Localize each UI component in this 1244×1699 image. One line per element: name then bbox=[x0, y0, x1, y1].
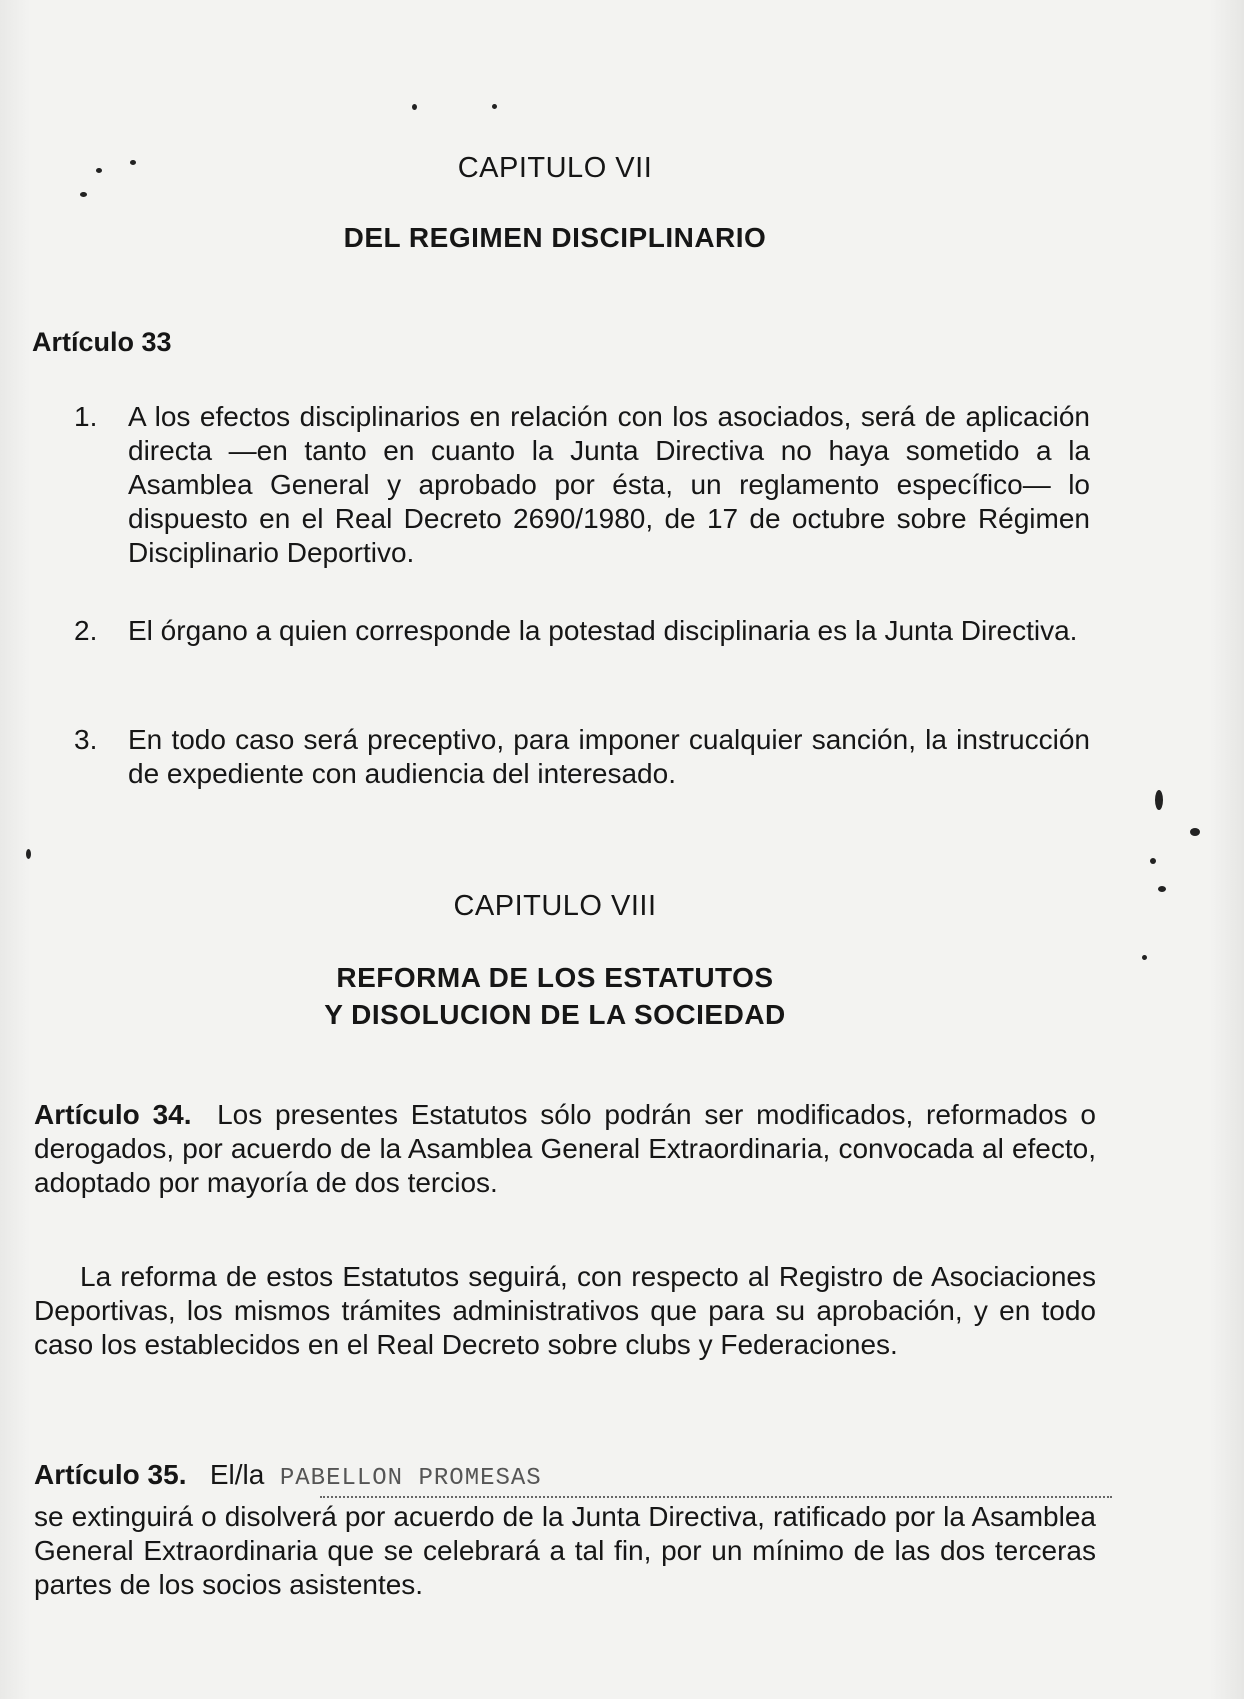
scan-speck bbox=[412, 104, 417, 110]
article-34-text: Los presentes Estatutos sólo podrán ser modificados, reformados o derogados, por acuerdo de la Asamblea General Extraordinaria, convocada al efecto, adoptado por mayoría de dos tercios. bbox=[34, 1099, 1097, 1198]
article-35-prefix: El/la bbox=[209, 1459, 265, 1490]
scan-speck bbox=[1150, 858, 1156, 864]
scan-speck bbox=[1158, 886, 1166, 892]
article-35-label: Artículo 35. bbox=[34, 1459, 187, 1490]
chapter-8-title: CAPITULO VIII bbox=[453, 890, 657, 922]
article-34-paragraph bbox=[34, 1098, 1096, 1200]
article-33-item bbox=[74, 400, 1090, 580]
chapter-7-title: CAPITULO VII bbox=[457, 152, 653, 184]
typed-entity-name: PABELLON PROMESAS bbox=[279, 1465, 542, 1492]
scan-speck bbox=[1190, 828, 1200, 836]
scan-speck bbox=[26, 849, 31, 859]
chapter-7-heading: DEL REGIMEN DISCIPLINARIO bbox=[343, 222, 767, 253]
item-text: El órgano a quien corresponde la potestad disciplinaria es la Junta Directiva. bbox=[128, 615, 1078, 646]
article-34-label: Artículo 34. bbox=[34, 1099, 192, 1130]
chapter-8-heading-line-2: Y DISOLUCION DE LA SOCIEDAD bbox=[324, 999, 786, 1030]
item-number: 3. bbox=[74, 724, 98, 755]
item-text: En todo caso será preceptivo, para imponer cualquier sanción, la instrucción de expediente con audiencia del interesado. bbox=[128, 724, 1090, 789]
scan-speck bbox=[492, 104, 497, 109]
article-33-label: Artículo 33 bbox=[32, 327, 172, 357]
item-number: 2. bbox=[74, 615, 98, 646]
scan-speck bbox=[1155, 790, 1163, 810]
scan-speck bbox=[1142, 955, 1147, 960]
article-33-item bbox=[74, 723, 1090, 793]
item-text: A los efectos disciplinarios en relación con los asociados, será de aplicación directa —en tanto en cuanto la Junta Directiva no haya sometido a la Asamblea General y aprobado por ésta, un reglamento específico— lo dispuesto en el Real Decreto 2690/1980, de 17 de octubre sobre Régimen Disciplinario Deportivo. bbox=[128, 401, 1090, 568]
article-34-paragraph-2: La reforma de estos Estatutos seguirá, con respecto al Registro de Asociaciones Deportivas, los mismos trámites administrativos que para su aprobación, y en todo caso los establecidos en el Real Decreto sobre clubs y Federaciones. bbox=[34, 1261, 1096, 1360]
scan-speck bbox=[80, 192, 87, 197]
article-35-text: se extinguirá o disolverá por acuerdo de la Junta Directiva, ratificado por la Asamblea General Extraordinaria que se celebrará a tal fin, por un mínimo de las dos terceras partes de los socios asistentes. bbox=[34, 1501, 1096, 1600]
article-33-item bbox=[74, 614, 1090, 684]
item-number: 1. bbox=[74, 401, 98, 432]
fill-in-dotted-line bbox=[320, 1496, 1112, 1498]
chapter-8-heading-line-1: REFORMA DE LOS ESTATUTOS bbox=[336, 962, 774, 993]
article-35-first-line bbox=[34, 1458, 1096, 1496]
